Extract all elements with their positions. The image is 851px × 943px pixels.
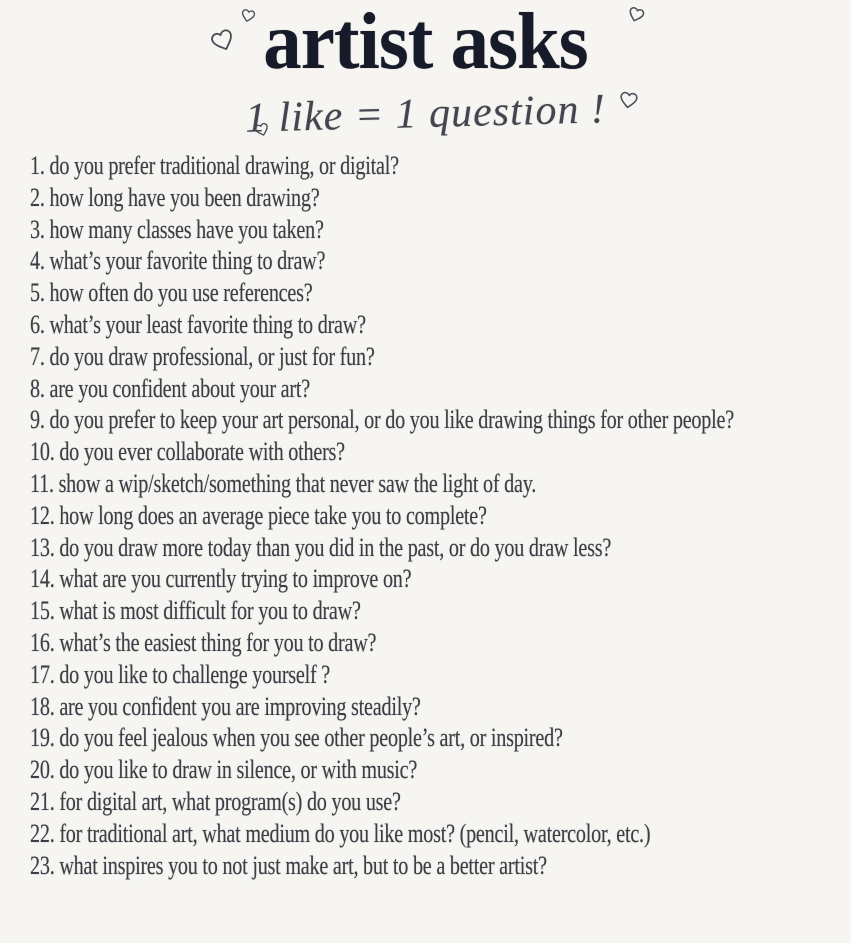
- question-number: 3.: [30, 214, 50, 244]
- question-item: [30, 691, 821, 723]
- question-text: what is most difficult for you to draw?: [59, 596, 361, 626]
- question-text: show a wip/sketch/something that never saw the light of day.: [58, 468, 537, 498]
- question-text: do you prefer to keep your art personal, or do you like drawing things for other people?: [49, 405, 734, 435]
- question-item: [30, 309, 821, 341]
- question-text: do you like to challenge yourself ?: [59, 659, 331, 689]
- question-text: do you prefer traditional drawing, or digital?: [49, 151, 399, 180]
- question-item: [30, 659, 821, 691]
- question-text: what’s your favorite thing to draw?: [49, 246, 326, 276]
- question-number: 11.: [30, 468, 59, 498]
- question-text: do you ever collaborate with others?: [59, 437, 345, 467]
- question-number: 2.: [30, 182, 50, 212]
- question-item: [30, 404, 821, 436]
- question-text: are you confident you are improving steadily?: [59, 691, 421, 721]
- question-number: 12.: [30, 500, 60, 530]
- question-number: 9.: [30, 405, 50, 435]
- question-number: 8.: [30, 373, 50, 403]
- question-number: 1.: [30, 151, 50, 180]
- question-text: how long have you been drawing?: [49, 182, 320, 212]
- question-item: [30, 436, 821, 468]
- question-item: [30, 277, 821, 309]
- question-text: do you draw more today than you did in the past, or do you draw less?: [59, 532, 612, 562]
- question-item: [30, 722, 821, 754]
- question-text: for traditional art, what medium do you like most? (pencil, watercolor, etc.): [59, 818, 651, 848]
- question-text: do you draw professional, or just for fun?: [49, 341, 375, 371]
- subtitle: 1 like = 1 question !: [244, 86, 607, 142]
- question-number: 10.: [30, 437, 60, 467]
- question-item: [30, 850, 821, 882]
- question-item: [30, 373, 821, 405]
- question-item: [30, 150, 821, 182]
- question-number: 13.: [30, 532, 60, 562]
- header: [0, 0, 851, 142]
- question-item: [30, 563, 821, 595]
- question-text: what inspires you to not just make art, but to be a better artist?: [59, 850, 547, 880]
- question-number: 14.: [30, 564, 60, 594]
- question-text: what’s your least favorite thing to draw?: [49, 309, 366, 339]
- question-text: for digital art, what program(s) do you use?: [59, 786, 401, 816]
- question-number: 19.: [30, 723, 60, 753]
- question-item: [30, 595, 821, 627]
- questions-section: [0, 150, 851, 881]
- question-number: 17.: [30, 659, 60, 689]
- question-number: 15.: [30, 596, 60, 626]
- question-item: [30, 500, 821, 532]
- page-title: artist asks: [263, 0, 588, 86]
- question-item: [30, 468, 821, 500]
- question-item: [30, 214, 821, 246]
- question-number: 16.: [30, 627, 60, 657]
- question-item: [30, 245, 821, 277]
- question-text: are you confident about your art?: [49, 373, 310, 403]
- question-number: 6.: [30, 309, 50, 339]
- question-text: what are you currently trying to improve on?: [59, 564, 412, 594]
- question-number: 18.: [30, 691, 60, 721]
- question-number: 20.: [30, 755, 60, 785]
- question-item: [30, 818, 821, 850]
- question-text: how many classes have you taken?: [49, 214, 324, 244]
- question-number: 4.: [30, 246, 50, 276]
- question-number: 7.: [30, 341, 50, 371]
- question-item: [30, 754, 821, 786]
- question-number: 22.: [30, 818, 60, 848]
- question-number: 21.: [30, 786, 60, 816]
- question-text: how often do you use references?: [49, 278, 313, 308]
- question-number: 23.: [30, 850, 60, 880]
- question-text: do you like to draw in silence, or with music?: [59, 755, 418, 785]
- question-item: [30, 786, 821, 818]
- question-number: 5.: [30, 278, 50, 308]
- question-item: [30, 341, 821, 373]
- question-text: do you feel jealous when you see other people’s art, or inspired?: [59, 723, 563, 753]
- question-item: [30, 532, 821, 564]
- question-item: [30, 627, 821, 659]
- question-text: what’s the easiest thing for you to draw?: [59, 627, 377, 657]
- question-item: [30, 182, 821, 214]
- questions-list: [30, 150, 821, 881]
- question-text: how long does an average piece take you to complete?: [59, 500, 487, 530]
